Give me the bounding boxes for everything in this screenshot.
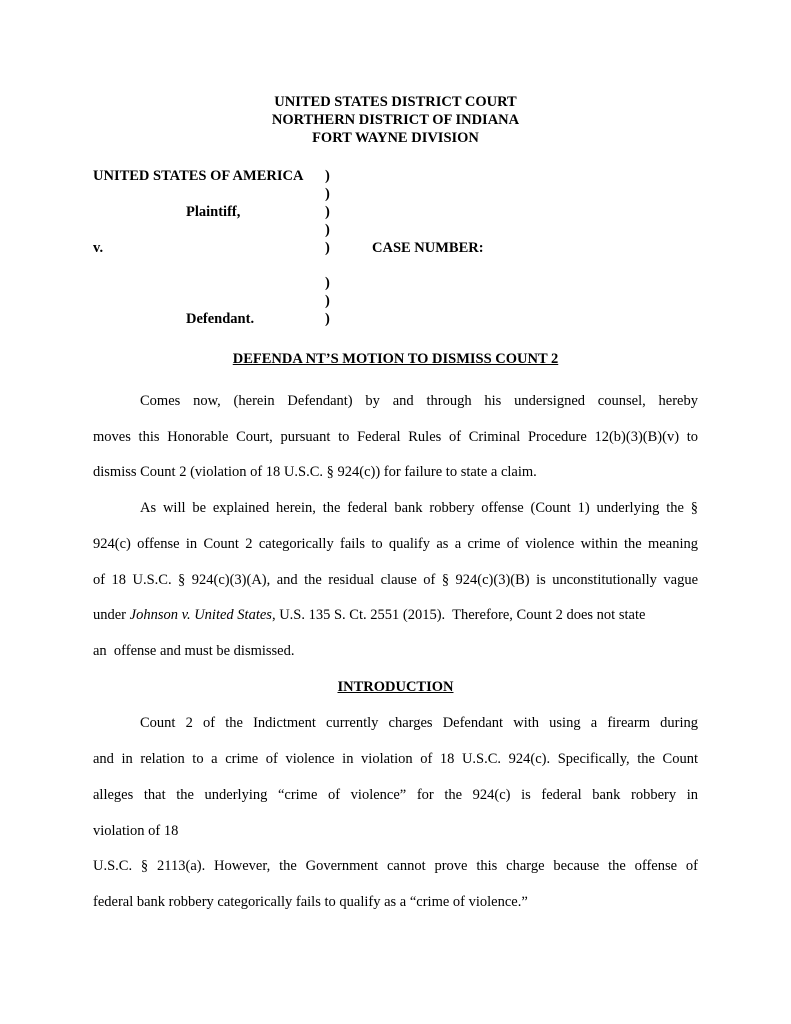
court-division: FORT WAYNE DIVISION <box>312 130 479 146</box>
paragraph-2-line-1: As will be explained herein, the federal bank robbery offense (Count 1) underlying the § <box>140 500 698 516</box>
paragraph-3-line-5: U.S.C. § 2113(a). However, the Government cannot prove this charge because the offense of <box>93 858 698 874</box>
caption-paren: ) <box>325 311 330 327</box>
line-4-suffix: , U.S. 135 S. Ct. 2551 (2015). Therefore, Count 2 does not state <box>271 607 646 623</box>
paragraph-2-line-4 <box>93 606 698 624</box>
defendant-label: Defendant. <box>186 311 255 327</box>
court-district: NORTHERN DISTRICT OF INDIANA <box>271 112 520 128</box>
court-name: UNITED STATES DISTRICT COURT <box>274 94 517 110</box>
case-number-label: CASE NUMBER: <box>372 240 484 256</box>
paragraph-3-line-3: alleges that the underlying “crime of violence” for the 924(c) is federal bank robbery in <box>93 787 698 803</box>
paragraph-2-line-2: 924(c) offense in Count 2 categorically fails to qualify as a crime of violence within the meaning <box>93 536 698 552</box>
case-citation-johnson: Johnson v. United States <box>129 607 272 623</box>
caption-paren: ) <box>325 168 330 184</box>
caption-paren: ) <box>325 204 330 220</box>
plaintiff-party: UNITED STATES OF AMERICA <box>93 168 304 184</box>
caption-paren: ) <box>325 186 330 202</box>
paragraph-3-line-1: Count 2 of the Indictment currently charges Defendant with using a firearm during <box>140 715 698 731</box>
line-4-prefix: under <box>93 607 130 623</box>
paragraph-1-line-3: dismiss Count 2 (violation of 18 U.S.C. § 924(c)) for failure to state a claim. <box>93 464 537 480</box>
versus-label: v. <box>93 240 104 256</box>
paragraph-3-line-4: violation of 18 <box>93 823 179 839</box>
caption-paren: ) <box>325 293 330 309</box>
paragraph-2-line-3: of 18 U.S.C. § 924(c)(3)(A), and the residual clause of § 924(c)(3)(B) is unconstitutionally vague <box>93 572 698 588</box>
caption-paren: ) <box>325 222 330 238</box>
paragraph-2-line-5: an offense and must be dismissed. <box>93 643 295 659</box>
paragraph-1-line-2: moves this Honorable Court, pursuant to Federal Rules of Criminal Procedure 12(b)(3)(B)(v) to <box>93 429 698 445</box>
caption-paren: ) <box>325 240 330 256</box>
motion-title: DEFENDA NT’S MOTION TO DISMISS COUNT 2 <box>232 351 559 367</box>
introduction-heading: INTRODUCTION <box>337 679 454 695</box>
plaintiff-label: Plaintiff, <box>186 204 241 220</box>
paragraph-3-line-6: federal bank robbery categorically fails to qualify as a “crime of violence.” <box>93 894 528 910</box>
paragraph-1-line-1: Comes now, (herein Defendant) by and through his undersigned counsel, hereby <box>140 393 698 409</box>
caption-paren: ) <box>325 275 330 291</box>
paragraph-3-line-2: and in relation to a crime of violence in violation of 18 U.S.C. 924(c). Specifically, the Count <box>93 751 698 767</box>
